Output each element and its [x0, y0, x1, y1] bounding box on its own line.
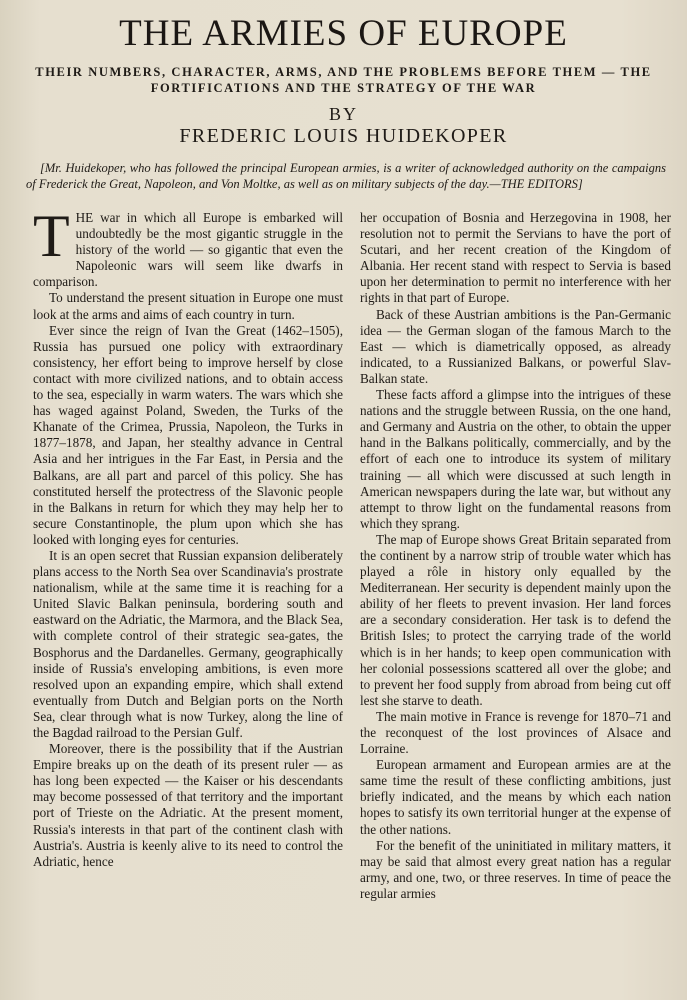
paragraph: To understand the present situation in Europe one must look at the arms and aims of each country in turn. [33, 290, 343, 322]
paragraph [33, 203, 343, 290]
paragraph: European armament and European armies are at the same time the result of these conflicting ambitions, just briefly indicated, and the means by which each nation hopes to satisfy its own territorial hunger at the expense of the other nations. [360, 757, 671, 837]
paragraph: It is an open secret that Russian expansion deliberately plans access to the North Sea over Scandinavia's prostrate nationalism, while at the same time it is reaching for a United Slavic Balkan peninsula, bordering south and eastward on the Adriatic, the Marmora, and the Black Sea, with complete control of their strategic sea-gates, the Bosphorus and the Dardanelles. Germany, geographically inside of Russia's enveloping ambitions, is even more resolved upon an expanding empire, which shall extend eventually from Dutch and Belgian ports on the North Sea, clear through what is now Turkey, along the line of the Bagdad railroad to the Persian Gulf. [33, 547, 343, 740]
article-title: THE ARMIES OF EUROPE [119, 13, 568, 54]
paragraph: Ever since the reign of Ivan the Great (1462–1505), Russia has pursued one policy with extraordinary consistency, her effort being to improve herself by close contact with more civilized nations, and to obtain access to the sea, especially in warm waters. The wars which she has waged against Poland, Sweden, the Turks of the Khanate of the Crimea, Prussia, Napoleon, the Turks in 1877–1878, and Japan, her stealthy advance in Central Asia and her intrigues in the Far East, in Persia and the Balkans, are all part and parcel of this policy. She has constituted herself the protectress of the Slavonic people in the Balkans in return for which they may help her to secure Constantinople, the plum upon which she has looked with longing eyes for centuries. [33, 322, 343, 547]
paragraph: For the benefit of the uninitiated in military matters, it may be said that almost every great nation has a regular army, and one, two, or three reserves. In time of peace the regular armies [360, 837, 671, 901]
byline-by: BY [328, 104, 358, 124]
paragraph: These facts afford a glimpse into the intrigues of these nations and the struggle between Russia, on the one hand, and Germany and Austria on the other, to obtain the upper hand in the Balkans politically, commercially, and by the effort of each one to introduce its system of military training — all which were discussed at such length in American newspapers during the late war, but without any attempt to throw light on the fundamental reasons from which they sprang. [360, 387, 671, 531]
drop-cap: T [33, 203, 70, 269]
paragraph: The map of Europe shows Great Britain separated from the continent by a narrow strip of trouble water which has played a rôle in history only equalled by the Mediterranean. Her security is dependent mainly upon the ability of her fleets to prevent invasion. Her land forces are a secondary consideration. Her task is to defend the British Isles; to protect the carrying trade of the world which is in her hands; to keep open communication with her colonial possessions scattered all over the globe; and to prevent her food supply from abroad from being cut off lest she starve to death. [360, 531, 671, 708]
paragraph: Back of these Austrian ambitions is the Pan-Germanic idea — the German slogan of the famous March to the East — which is diametrically opposed, as already indicated, to a Russianized Balkans, or powerful Slav-Balkan state. [360, 306, 671, 386]
paragraph: The main motive in France is revenge for 1870–71 and the reconquest of the lost provinces of Alsace and Lorraine. [360, 708, 671, 757]
editor-note: [Mr. Huidekoper, who has followed the principal European armies, is a writer of acknowledged authority on the campaigns of Frederick the Great, Napoleon, and Von Moltke, as well as on military subjects of the day.—THE EDITORS] [26, 161, 666, 191]
paragraph-continuation: her occupation of Bosnia and Herzegovina in 1908, her resolution not to permit the Servians to have the port of Scutari, and her recent creation of the Kingdom of Albania. Her recent stand with respect to Servia is based upon her determination to permit no interference with her rights in that part of Europe. [360, 210, 671, 306]
article-subtitle: THEIR NUMBERS, CHARACTER, ARMS, AND THE PROBLEMS BEFORE THEM — THE FORTIFICATIONS AND THE STRATEGY OF THE WAR [35, 65, 652, 95]
left-column [33, 203, 343, 870]
paragraph-text: HE war in which all Europe is embarked will undoubtedly be the most gigantic struggle in the history of the world — so gigantic that even the Napoleonic wars will seem like dwarfs in comparison. [33, 210, 343, 290]
paragraph: Moreover, there is the possibility that if the Austrian Empire breaks up on the death of its present ruler — as has long been expected — the Kaiser or his descendants may become possessed of that territory and the important port of Trieste on the Adriatic. At the present moment, Russia's interests in that part of the continent clash with Austria's. Austria is keenly alive to its need to control the Adriatic, hence [33, 741, 343, 869]
author-name: FREDERIC LOUIS HUIDEKOPER [179, 125, 508, 147]
right-column [360, 210, 671, 902]
